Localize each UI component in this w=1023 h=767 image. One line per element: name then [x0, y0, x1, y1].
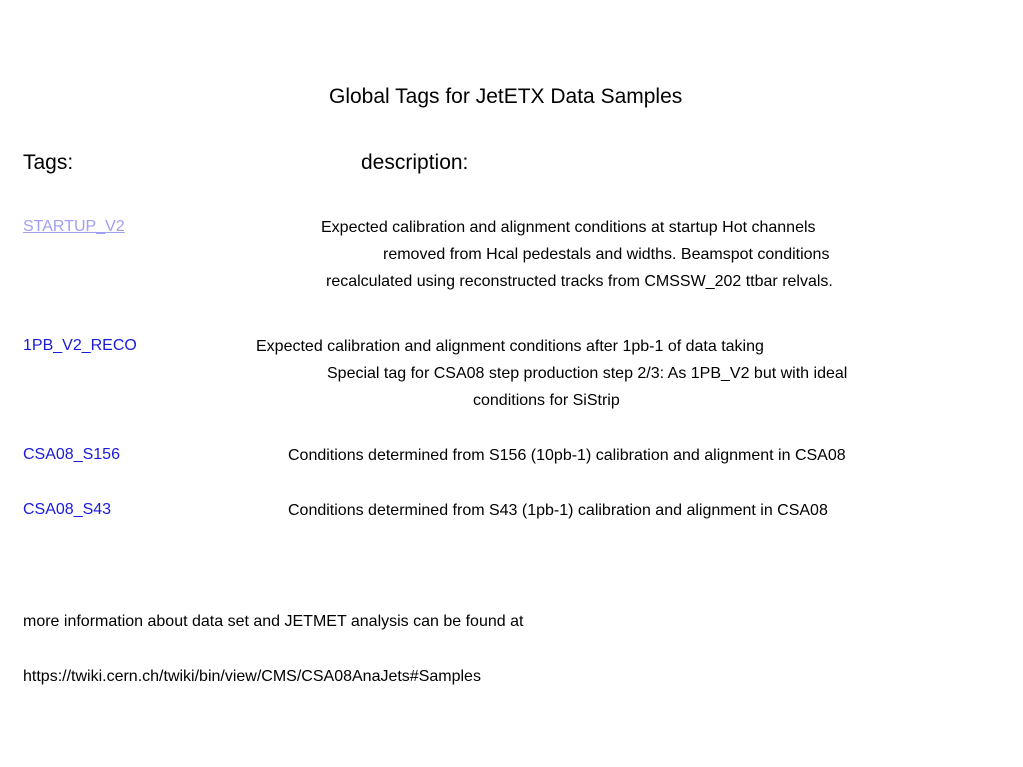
- tag-link-1pb-v2-reco[interactable]: 1PB_V2_RECO: [23, 337, 137, 354]
- description-line: Conditions determined from S156 (10pb-1) calibration and alignment in CSA08: [288, 447, 846, 464]
- description-line: recalculated using reconstructed tracks from CMSSW_202 ttbar relvals.: [326, 273, 833, 290]
- description-line: conditions for SiStrip: [473, 392, 620, 409]
- tags-header: Tags:: [23, 151, 74, 174]
- footer-url-text: https://twiki.cern.ch/twiki/bin/view/CMS/CSA08AnaJets#Samples: [23, 668, 481, 685]
- description-line: Expected calibration and alignment conditions at startup Hot channels: [321, 219, 816, 236]
- page-title: Global Tags for JetETX Data Samples: [329, 85, 683, 108]
- tag-link-startup-v2[interactable]: STARTUP_V2: [23, 218, 125, 235]
- description-line: Conditions determined from S43 (1pb-1) calibration and alignment in CSA08: [288, 502, 828, 519]
- description-line: Expected calibration and alignment conditions after 1pb-1 of data taking: [256, 338, 764, 355]
- description-line: Special tag for CSA08 step production step 2/3: As 1PB_V2 but with ideal: [327, 365, 848, 382]
- tag-link-csa08-s156[interactable]: CSA08_S156: [23, 446, 120, 463]
- description-line: removed from Hcal pedestals and widths. Beamspot conditions: [383, 246, 830, 263]
- description-header: description:: [361, 151, 469, 174]
- tag-link-csa08-s43[interactable]: CSA08_S43: [23, 501, 112, 518]
- footer-info-text: more information about data set and JETMET analysis can be found at: [23, 613, 524, 630]
